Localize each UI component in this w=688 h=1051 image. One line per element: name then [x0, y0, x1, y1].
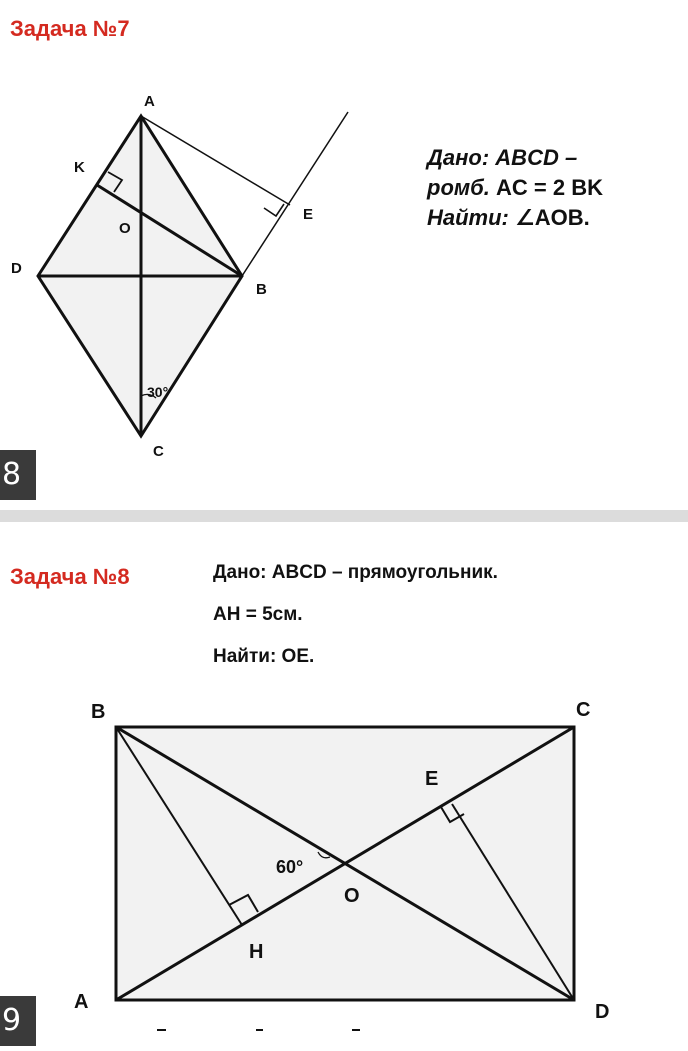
label-o: O: [119, 220, 131, 237]
right-angle-e: [264, 204, 284, 216]
label-o: O: [344, 885, 360, 907]
problem7-panel: [0, 0, 688, 510]
given-line-2: [427, 173, 603, 203]
label-b: B: [256, 281, 267, 298]
label-c: C: [576, 699, 591, 721]
problem8-diagram: [0, 522, 688, 1051]
page-number-badge: 8: [0, 450, 36, 500]
label-d: D: [595, 1001, 610, 1023]
given-line-1: Дано: ABCD – прямоугольник.: [213, 562, 498, 583]
find-line: [427, 203, 603, 233]
find-value: ∠AOB.: [515, 205, 590, 230]
angle-30-label: 30°: [147, 384, 169, 400]
line-be: [242, 112, 348, 276]
angle-60-label: 60°: [276, 857, 304, 877]
label-a: A: [144, 93, 155, 110]
problem8-title: Задача №8: [10, 564, 130, 589]
problem7-title: Задача №7: [10, 16, 130, 41]
problem8-panel: [0, 522, 688, 1051]
label-e: E: [303, 206, 314, 223]
problem7-diagram: [0, 0, 688, 510]
label-k: K: [74, 159, 85, 176]
label-e: E: [425, 768, 439, 790]
label-c: C: [153, 443, 164, 460]
find-line: Найти: OE.: [213, 646, 315, 667]
label-a: A: [74, 991, 89, 1013]
given-rhombus-word: ромб.: [427, 175, 490, 200]
label-h: H: [249, 941, 264, 963]
section-divider: [0, 510, 688, 522]
given-line-2: AH = 5см.: [213, 604, 303, 625]
find-label: Найти:: [427, 205, 509, 230]
given-ac-bk: AC = 2 BK: [489, 175, 603, 200]
page-number-badge: 9: [0, 996, 36, 1046]
label-b: B: [91, 701, 106, 723]
given-line-1: Дано: ABCD –: [427, 145, 578, 170]
problem7-given: [427, 143, 603, 233]
label-d: D: [11, 260, 22, 277]
